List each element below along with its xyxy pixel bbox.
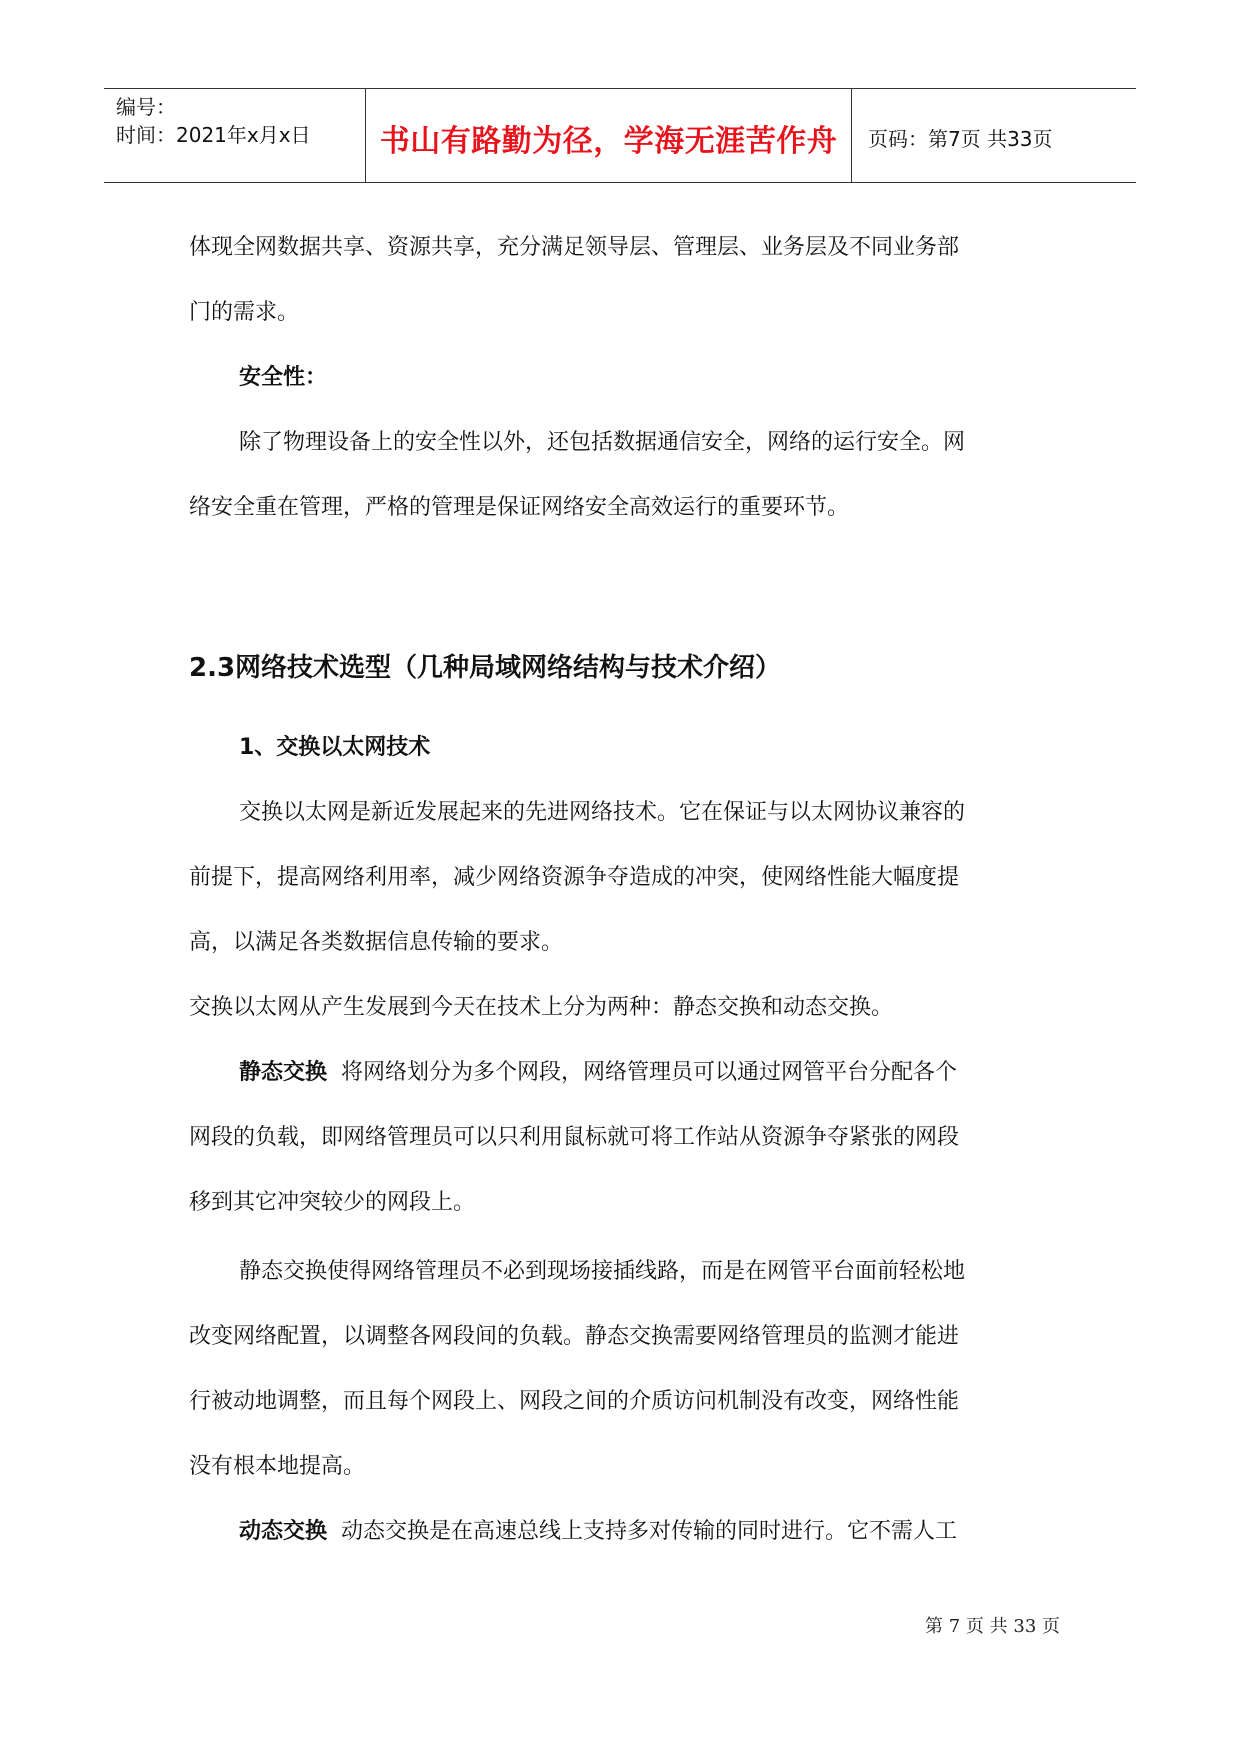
header-meta (104, 89, 366, 182)
paragraph-line: 行被动地调整，而且每个网段上、网段之间的介质访问机制没有改变，网络性能 (189, 1389, 960, 1414)
security-heading: 安全性： (239, 365, 328, 390)
paragraph-line: 网段的负载，即网络管理员可以只利用鼠标就可将工作站从资源争夺紧张的网段 (189, 1125, 960, 1150)
dynamic-switching-label: 动态交换 (239, 1519, 328, 1544)
document-time-label: 时间：2021年x月x日 (116, 123, 311, 147)
document-body (189, 215, 1059, 1564)
header-motto: 书山有路勤为径，学海无涯苦作舟 (366, 89, 852, 182)
paragraph-line: 改变网络配置，以调整各网段间的负载。静态交换需要网络管理员的监测才能进 (189, 1324, 960, 1349)
paragraph-line: 没有根本地提高。 (189, 1454, 366, 1479)
page-header (104, 88, 1136, 183)
paragraph-line: 交换以太网是新近发展起来的先进网络技术。它在保证与以太网协议兼容的 (239, 800, 966, 825)
paragraph-line: 门的需求。 (189, 300, 300, 325)
page-footer: 第 7 页 共 33 页 (925, 1616, 1060, 1637)
paragraph-text: 动态交换是在高速总线上支持多对传输的同时进行。它不需人工 (341, 1519, 958, 1544)
paragraph-line: 络安全重在管理，严格的管理是保证网络安全高效运行的重要环节。 (189, 495, 850, 520)
paragraph-text: 将网络划分为多个网段，网络管理员可以通过网管平台分配各个 (341, 1060, 958, 1085)
document-number-label: 编号： (116, 95, 176, 119)
paragraph-line: 静态交换使得网络管理员不必到现场接插线路，而是在网管平台面前轻松地 (239, 1259, 966, 1284)
static-switching-label: 静态交换 (239, 1060, 328, 1085)
paragraph-line: 高，以满足各类数据信息传输的要求。 (189, 930, 564, 955)
subsection-title: 1、交换以太网技术 (239, 735, 431, 760)
paragraph-line (189, 1499, 1059, 1564)
paragraph-line: 除了物理设备上的安全性以外，还包括数据通信安全，网络的运行安全。网 (239, 430, 966, 455)
paragraph-line: 移到其它冲突较少的网段上。 (189, 1190, 476, 1215)
paragraph-line: 前提下，提高网络利用率，减少网络资源争夺造成的冲突，使网络性能大幅度提 (189, 865, 960, 890)
paragraph-line (189, 1040, 1059, 1105)
paragraph-line: 交换以太网从产生发展到今天在技术上分为两种：静态交换和动态交换。 (189, 995, 894, 1020)
header-page-info: 页码：第7页 共33页 (868, 127, 1053, 151)
paragraph-line: 体现全网数据共享、资源共享，充分满足领导层、管理层、业务层及不同业务部 (189, 235, 960, 260)
section-title: 2.3网络技术选型（几种局域网络结构与技术介绍） (189, 653, 782, 683)
